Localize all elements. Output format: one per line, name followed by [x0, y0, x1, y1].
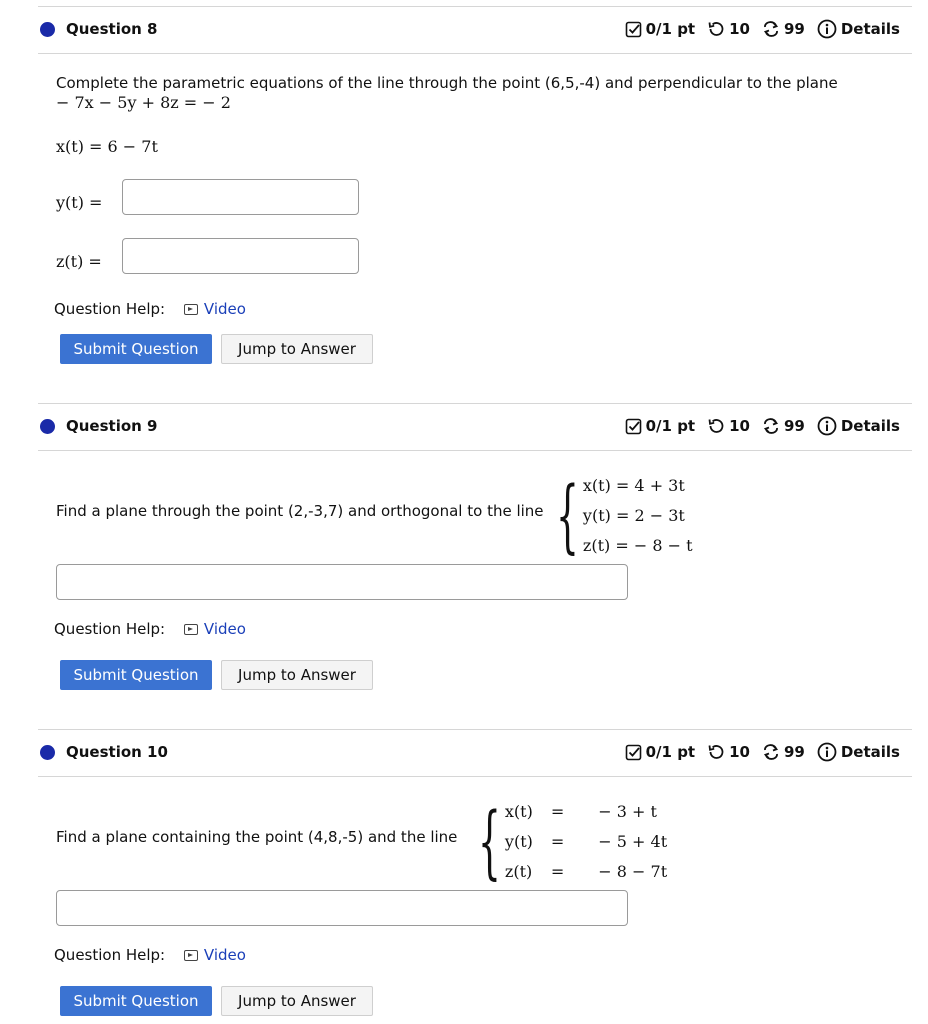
- question-9: [38, 403, 912, 684]
- question-prompt: Find a plane through the point (2,-3,7) and orthogonal to the line: [56, 502, 544, 520]
- retry-icon: [707, 743, 725, 761]
- retry-icon: [707, 20, 725, 38]
- system-rhs: [598, 797, 667, 887]
- system-row: x(t) = 4 + 3t: [582, 476, 685, 495]
- submit-button[interactable]: Submit Question: [60, 660, 212, 690]
- video-label: Video: [203, 946, 246, 964]
- video-label: Video: [203, 620, 246, 638]
- retries-count: 10: [729, 417, 750, 435]
- system-row: z(t) = − 8 − t: [582, 536, 693, 555]
- attempts-icon: [762, 20, 780, 38]
- brace: {: [477, 795, 501, 888]
- system-lhs: [505, 797, 533, 887]
- jump-to-answer-button[interactable]: Jump to Answer: [221, 334, 373, 364]
- retries-count: 10: [729, 743, 750, 761]
- system-equals: =: [550, 802, 565, 821]
- score-text: 0/1 pt: [645, 417, 696, 435]
- info-icon[interactable]: [817, 19, 837, 39]
- retries-count: 10: [729, 20, 750, 38]
- system-lhs-row: z(t): [504, 862, 533, 881]
- system-rhs-row: − 8 − 7t: [598, 862, 668, 881]
- question-meta: [625, 416, 900, 436]
- details-link[interactable]: Details: [840, 743, 900, 761]
- question-8: [38, 6, 912, 358]
- video-icon: [184, 950, 198, 961]
- score-text: 0/1 pt: [645, 743, 696, 761]
- jump-to-answer-button[interactable]: Jump to Answer: [221, 986, 373, 1016]
- submit-button[interactable]: Submit Question: [60, 986, 212, 1016]
- video-icon: [184, 304, 198, 315]
- jump-to-answer-button[interactable]: Jump to Answer: [221, 660, 373, 690]
- line-system: [472, 797, 667, 887]
- question-header: [38, 403, 912, 451]
- attempts-count: 99: [783, 417, 805, 435]
- video-link[interactable]: [184, 300, 246, 318]
- plane-answer-input[interactable]: [56, 564, 628, 600]
- video-icon: [184, 624, 198, 635]
- question-meta: [625, 19, 900, 39]
- question-help: [54, 946, 246, 964]
- brace: {: [555, 469, 579, 562]
- status-dot: [40, 419, 55, 434]
- details-link[interactable]: Details: [840, 417, 900, 435]
- system-equals: =: [550, 832, 565, 851]
- system-rows: [583, 471, 693, 561]
- help-label: Question Help:: [54, 300, 166, 318]
- help-label: Question Help:: [54, 946, 166, 964]
- retry-icon: [707, 417, 725, 435]
- y-label: y(t) =: [56, 193, 103, 212]
- info-icon[interactable]: [817, 742, 837, 762]
- given-equation: x(t) = 6 − 7t: [56, 137, 158, 156]
- status-dot: [40, 745, 55, 760]
- attempts-count: 99: [783, 743, 805, 761]
- z-label: z(t) =: [56, 252, 102, 271]
- system-equals: =: [550, 862, 565, 881]
- info-icon[interactable]: [817, 416, 837, 436]
- question-title: Question 10: [66, 743, 168, 761]
- checkbox-icon: [625, 418, 642, 435]
- system-lhs-row: x(t): [504, 802, 533, 821]
- system-rhs-row: − 5 + 4t: [598, 832, 668, 851]
- video-link[interactable]: [184, 946, 246, 964]
- system-lhs-row: y(t): [504, 832, 533, 851]
- question-help: [54, 620, 246, 638]
- line-system: [550, 471, 693, 561]
- question-prompt: Find a plane containing the point (4,8,-5) and the line: [56, 828, 458, 846]
- attempts-icon: [762, 743, 780, 761]
- question-title: Question 9: [66, 417, 158, 435]
- attempts-icon: [762, 417, 780, 435]
- details-link[interactable]: Details: [840, 20, 900, 38]
- question-help: [54, 300, 246, 318]
- question-header: [38, 6, 912, 54]
- attempts-count: 99: [783, 20, 805, 38]
- video-link[interactable]: [184, 620, 246, 638]
- help-label: Question Help:: [54, 620, 166, 638]
- video-label: Video: [203, 300, 246, 318]
- score-text: 0/1 pt: [645, 20, 696, 38]
- status-dot: [40, 22, 55, 37]
- plane-answer-input[interactable]: [56, 890, 628, 926]
- question-10: [38, 729, 912, 1010]
- plane-equation: − 7x − 5y + 8z = − 2: [56, 93, 231, 112]
- system-rhs-row: − 3 + t: [598, 802, 657, 821]
- question-title: Question 8: [66, 20, 158, 38]
- checkbox-icon: [625, 744, 642, 761]
- checkbox-icon: [625, 21, 642, 38]
- submit-button[interactable]: Submit Question: [60, 334, 212, 364]
- system-row: y(t) = 2 − 3t: [582, 506, 685, 525]
- question-header: [38, 729, 912, 777]
- y-input[interactable]: [122, 179, 359, 215]
- question-prompt: Complete the parametric equations of the line through the point (6,5,-4) and perpendicular to the plane: [56, 74, 838, 92]
- system-eq: [551, 797, 564, 887]
- question-meta: [625, 742, 900, 762]
- z-input[interactable]: [122, 238, 359, 274]
